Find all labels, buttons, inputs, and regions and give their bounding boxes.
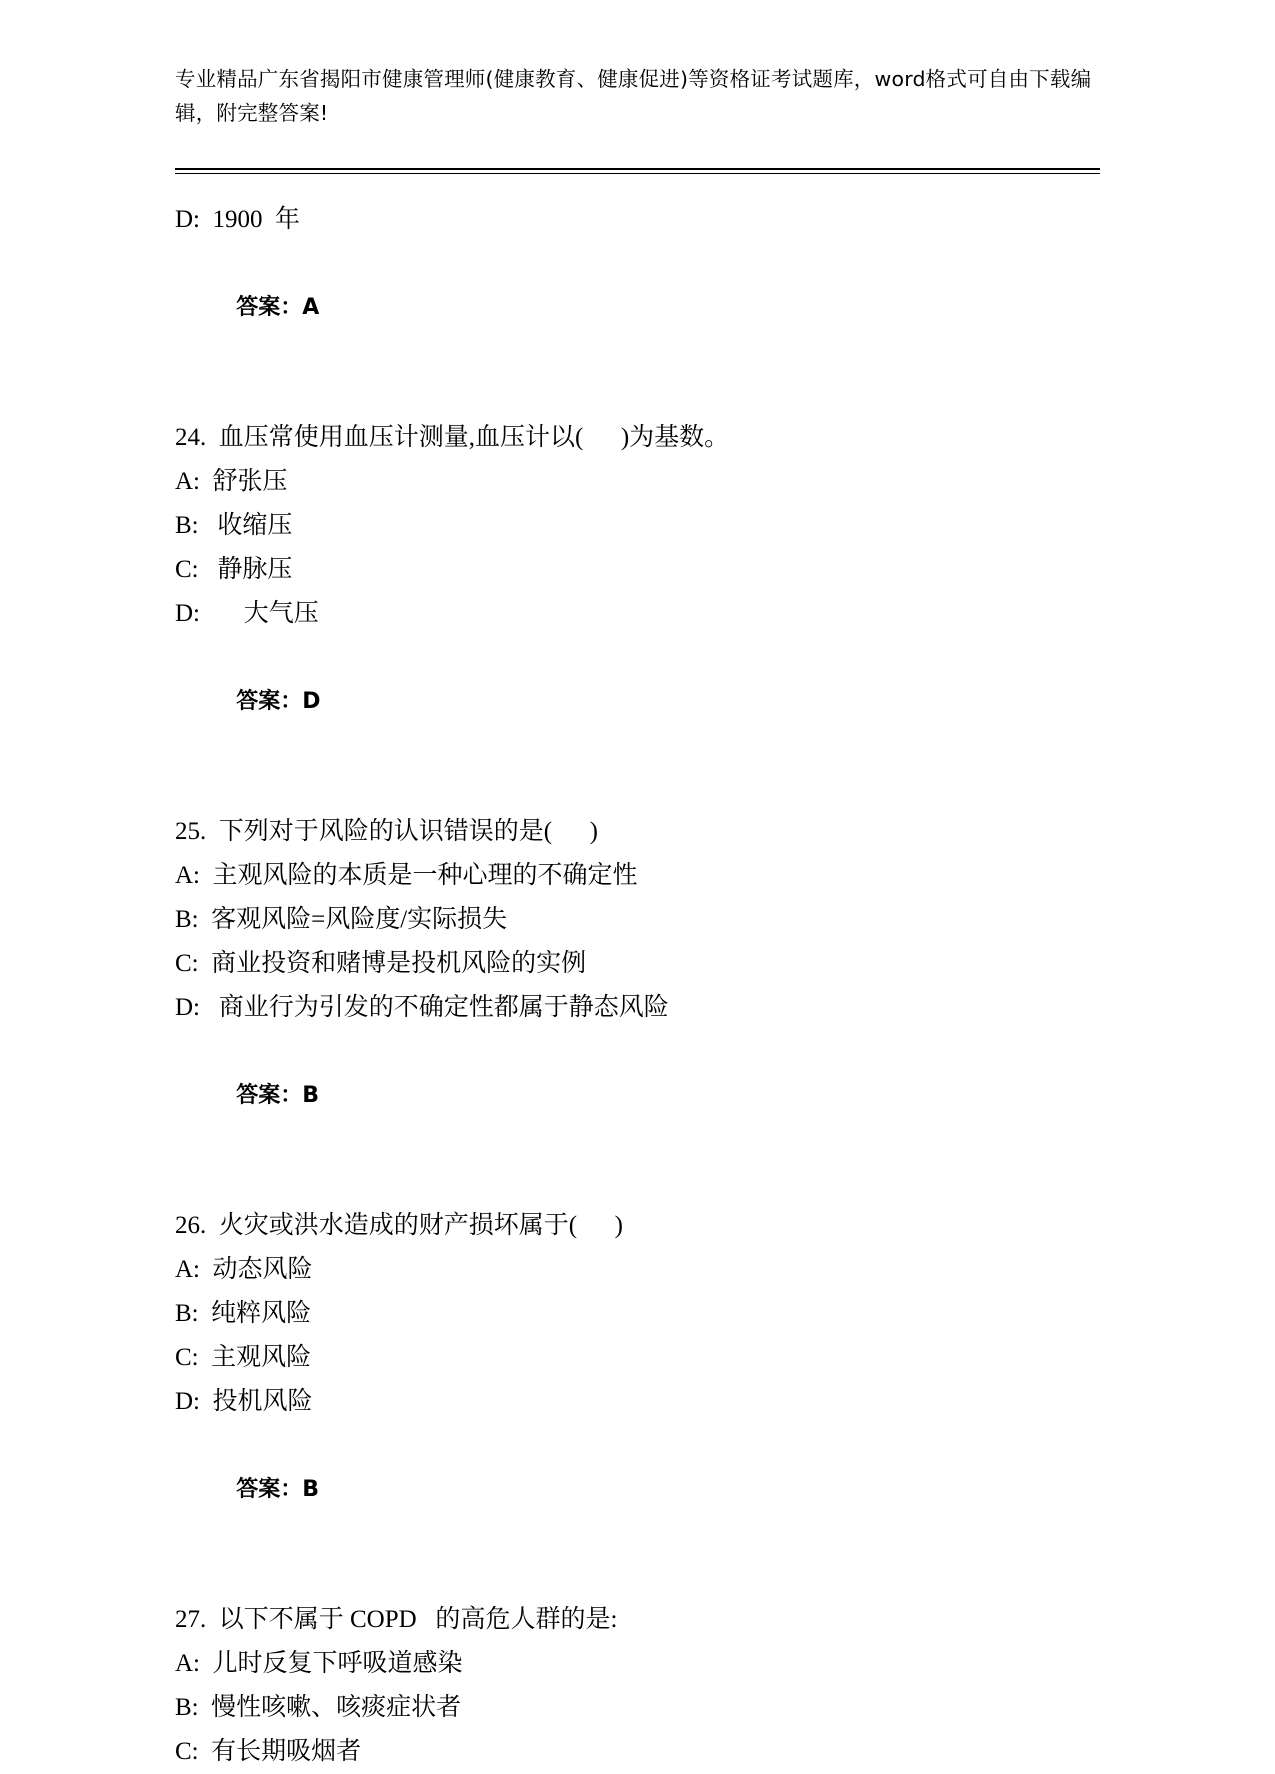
option-a: A: 儿时反复下呼吸道感染: [175, 1650, 463, 1677]
option-c: C: 主观风险: [175, 1344, 312, 1371]
question-stem: 27. 以下不属于 COPD 的高危人群的是:: [175, 1606, 618, 1633]
question-answer: [175, 1424, 1100, 1556]
option-b: B: 慢性咳嗽、咳痰症状者: [175, 1694, 462, 1721]
carryover-answer: [175, 242, 1100, 374]
question-stem: 24. 血压常使用血压计测量,血压计以( )为基数。: [175, 424, 730, 451]
answer-label: 答案：: [236, 1477, 303, 1502]
page-header-text: 专业精品广东省揭阳市健康管理师(健康教育、健康促进)等资格证考试题库，word格式可自由下载编辑，附完整答案!: [175, 67, 1092, 125]
answer-label: 答案：: [236, 1083, 303, 1108]
document-body: [175, 182, 1100, 1774]
option-b: B: 纯粹风险: [175, 1300, 312, 1327]
spacer: [175, 374, 1100, 416]
option-d: D: 商业行为引发的不确定性都属于静态风险: [175, 994, 669, 1021]
question-stem: 25. 下列对于风险的认识错误的是( ): [175, 818, 598, 845]
option-c: C: 商业投资和赌博是投机风险的实例: [175, 950, 587, 977]
question-stem: 26. 火灾或洪水造成的财产损坏属于( ): [175, 1212, 623, 1239]
question-26: [175, 1204, 1100, 1556]
carryover-block: [175, 198, 1100, 374]
option-b: B: 客观风险=风险度/实际损失: [175, 906, 508, 933]
question-answer: [175, 636, 1100, 768]
option-c: C: 有长期吸烟者: [175, 1738, 362, 1765]
answer-value: B: [302, 1477, 320, 1502]
spacer: [175, 1556, 1100, 1598]
question-27: [175, 1598, 1100, 1774]
option-c: C: 静脉压: [175, 556, 293, 583]
answer-value: D: [302, 689, 321, 714]
question-25: [175, 810, 1100, 1162]
answer-label: 答案：: [236, 295, 303, 320]
option-a: A: 动态风险: [175, 1256, 313, 1283]
answer-value: A: [302, 295, 320, 320]
option-d: D: 投机风险: [175, 1388, 313, 1415]
header-divider: [175, 168, 1100, 174]
carryover-option-d: D: 1900 年: [175, 206, 301, 233]
spacer: [175, 1162, 1100, 1204]
spacer: [175, 768, 1100, 810]
option-a: A: 舒张压: [175, 468, 288, 495]
option-b: B: 收缩压: [175, 512, 293, 539]
answer-value: B: [302, 1083, 320, 1108]
option-d: D: 大气压: [175, 600, 319, 627]
option-a: A: 主观风险的本质是一种心理的不确定性: [175, 862, 638, 889]
question-answer: [175, 1030, 1100, 1162]
question-24: [175, 416, 1100, 768]
answer-label: 答案：: [236, 689, 303, 714]
